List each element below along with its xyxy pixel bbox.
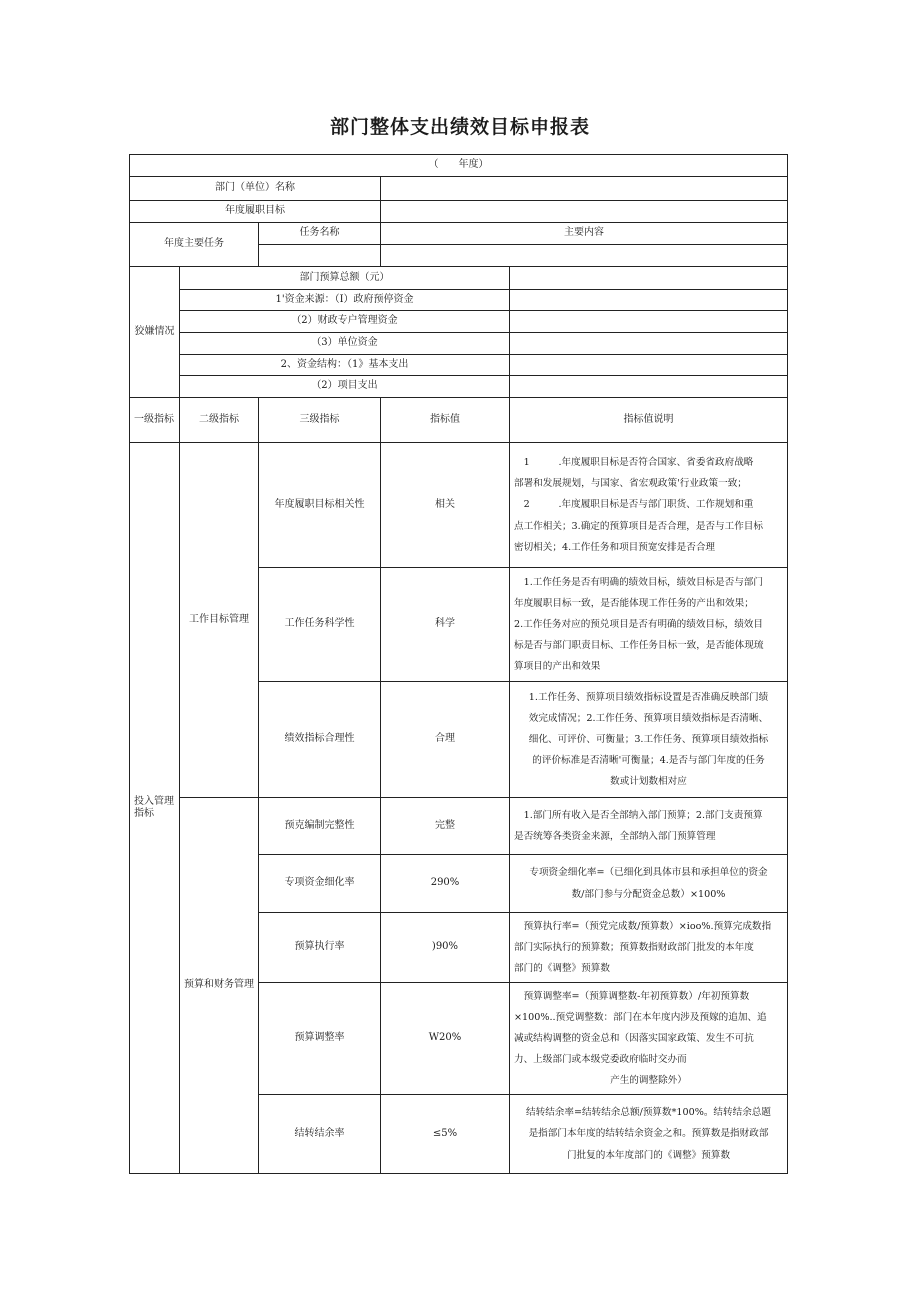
desc-line: 是否统筹各类资金来源，全部纳入部门预算管理 [514, 831, 716, 842]
indicator-value: W20% [381, 983, 510, 1095]
level3-indicator: 结转结余率 [259, 1095, 381, 1174]
performance-form-table [129, 154, 788, 1174]
budget-row [130, 376, 788, 398]
year-cell: （ 年度） [130, 155, 788, 177]
budget-row-value[interactable] [510, 267, 788, 290]
value-header: 指标值 [381, 398, 510, 443]
indicator-description [510, 855, 788, 913]
desc-line: 标是否与部门职责目标、工作任务目标一致，是否能体现琉 [514, 640, 764, 652]
indicator-description [510, 913, 788, 983]
level3-indicator: 专项资金细化率 [259, 855, 381, 913]
desc-line: ×100%..预党调整数：部门在本年度内涉及预嫁的追加、追 [514, 1011, 767, 1023]
task-name-value[interactable] [259, 245, 381, 267]
indicator-value: 290% [381, 855, 510, 913]
indicator-description [510, 443, 788, 568]
level2-indicator: 工作目标管理 [180, 443, 259, 798]
main-content-value[interactable] [381, 245, 788, 267]
budget-row-value[interactable] [510, 376, 788, 398]
budget-row-label: 2、资金结构：（1》基本支出 [180, 355, 510, 376]
desc-line: 的评价标准是否清晰'可衡量；4.是否与部门年度的任务 [532, 755, 765, 767]
desc-line: 部门实际执行的预算数；预算数指财政部门批发的本年度 [514, 941, 754, 953]
budget-row [130, 267, 788, 290]
level3-header: 三级指标 [259, 398, 381, 443]
desc-line: 数/部门参与分配资金总数）×100% [571, 888, 726, 900]
indicator-value: )90% [381, 913, 510, 983]
budget-row-label: 1'资金来源：（I）政府预停资金 [180, 290, 510, 311]
level3-indicator: 绩效指标合理性 [259, 682, 381, 798]
budget-row-label: （3）单位资金 [180, 333, 510, 355]
level3-indicator: 预算执行率 [259, 913, 381, 983]
indicator-row [130, 798, 788, 855]
indicator-value: 相关 [381, 443, 510, 568]
task-name-header: 任务名称 [259, 223, 381, 245]
level1-header: 一级指标 [130, 398, 180, 443]
indicator-value: 完整 [381, 798, 510, 855]
desc-line: 预算调整率=（预算调整数-年初预算数）/年初预算数 [523, 990, 750, 1002]
indicator-description [510, 682, 788, 798]
main-content-header: 主要内容 [381, 223, 788, 245]
dept-name-row [130, 177, 788, 201]
desc-line: 细化、可评价、可衡量；3.工作任务、预算项目绩效指标 [528, 733, 769, 745]
budget-label: 狡嫌情况 [130, 267, 180, 398]
indicator-value: 合理 [381, 682, 510, 798]
annual-goal-label: 年度履职目标 [130, 201, 381, 223]
budget-row-label: 部门预算总额（元） [180, 267, 510, 290]
indicator-description [510, 983, 788, 1095]
desc-line: 减或结构调整的资金总和（因落实国家政策、发生不可抗 [514, 1032, 754, 1044]
desc-line: 部门的《调整》预算数 [514, 963, 610, 975]
description-header: 指标值说明 [510, 398, 788, 443]
desc-line: 1.工作任务是否有明确的绩效目标，绩效目标是否与部门 [523, 576, 763, 588]
dept-name-value[interactable] [381, 177, 788, 201]
year-row [130, 155, 788, 177]
desc-line: 1 .年度履职目标是否符合国家、省委省政府战略 [523, 457, 754, 469]
desc-line: 产生的调整除外） [610, 1075, 687, 1087]
indicator-row [130, 443, 788, 568]
level2-indicator: 预算和财务管理 [180, 798, 259, 1174]
desc-line: 预算执行率=（预党完成数/预算数）×ioo%.预算完成数指 [523, 920, 772, 932]
budget-row-value[interactable] [510, 333, 788, 355]
level3-indicator: 预算调整率 [259, 983, 381, 1095]
desc-line: 部署和发展规划，与国家、省宏观政策'行业政策一致； [514, 478, 747, 490]
desc-line: 1.部门所有收入是否全部纳入部门预算；2.部门支责预算 [523, 809, 763, 821]
main-tasks-header-row [130, 223, 788, 245]
indicator-description [510, 568, 788, 682]
desc-line: 点工作相关；3.确定的预算项目是否合理，是否与工作目标 [514, 520, 763, 532]
level1-indicator: 投入管理指标 [130, 443, 180, 1174]
desc-line: 2 .年度履职目标是否与部门职货、工作规划和重 [523, 499, 754, 511]
desc-line: 算项目的产出和效果 [514, 661, 601, 673]
desc-line: 专项资金细化率=（已细化到具体市县和承担单位的资金 [529, 867, 768, 879]
desc-line: 结转结余率=结转结余总额/预算数*100%。结转结余总题 [526, 1107, 771, 1119]
level3-indicator: 预克编制完整性 [259, 798, 381, 855]
budget-row-label: （2）项目支出 [180, 376, 510, 398]
annual-goal-value[interactable] [381, 201, 788, 223]
indicator-value: 科学 [381, 568, 510, 682]
page-title: 部门整体支出绩效目标申报表 [329, 116, 590, 138]
desc-line: 1.工作任务、预算项目绩效指标设置是否准确反映部门绩 [528, 691, 769, 703]
desc-line: 力、上级部门或本级党委政府临时交办而 [514, 1054, 687, 1066]
main-tasks-label: 年度主要任务 [130, 223, 259, 267]
level2-header: 二级指标 [180, 398, 259, 443]
desc-line: 密切相关；4.工作任务和项目预宽安排是否合理 [514, 541, 716, 553]
level3-indicator: 年度履职目标相关性 [259, 443, 381, 568]
budget-row-value[interactable] [510, 311, 788, 333]
desc-line: 2.工作任务对应的预兑项目是否有明确的绩效目标，绩效目 [514, 618, 763, 630]
budget-row [130, 311, 788, 333]
indicator-description [510, 798, 788, 855]
desc-line: 数或计划数相对应 [610, 776, 687, 788]
indicator-description [510, 1095, 788, 1174]
desc-line: 是指部门本年度的结转结余资金之和。预算数是指财政部 [528, 1128, 769, 1140]
budget-row [130, 290, 788, 311]
budget-row-label: （2）财政专户管理资金 [180, 311, 510, 333]
budget-row [130, 355, 788, 376]
budget-row [130, 333, 788, 355]
budget-row-value[interactable] [510, 290, 788, 311]
annual-goal-row [130, 201, 788, 223]
indicator-header-row [130, 398, 788, 443]
dept-name-label: 部门（单位）名称 [130, 177, 381, 201]
level3-indicator: 工作任务科学性 [259, 568, 381, 682]
budget-row-value[interactable] [510, 355, 788, 376]
desc-line: 效完成情况；2.工作任务、预算项目绩效指标是否清晰、 [528, 712, 769, 724]
indicator-value: ≤5% [381, 1095, 510, 1174]
desc-line: 门批复的本年度部门的《调整》预算数 [566, 1149, 731, 1161]
desc-line: 年度履职目标一致，是否能体现工作任务的产出和效果； [514, 597, 754, 609]
